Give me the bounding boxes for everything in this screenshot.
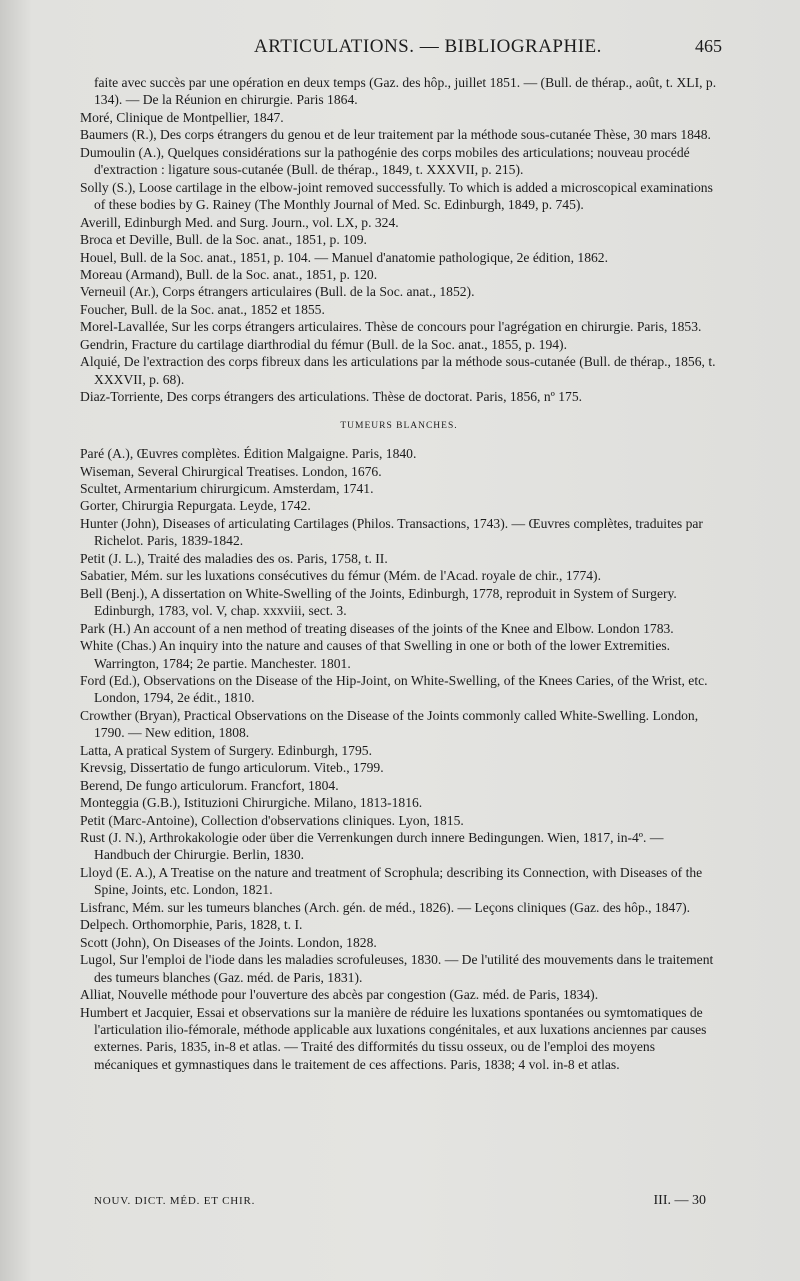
bibliography-entry: White (Chas.) An inquiry into the nature and causes of that Swelling in one or both of the lower Extremities. Warrington, 1784; 2e partie. Manchester. 1801. (80, 638, 671, 671)
bibliography-text (80, 74, 718, 1073)
running-header (78, 36, 720, 64)
bibliography-entry: Humbert et Jacquier, Essai et observations sur la manière de réduire les luxations spontanées ou symtomatiques de l'articulation ilio-fémorale, méthode applicable aux luxations congénitales, et aux luxations anciennes par causes externes. Paris, 1835, in-8 et atlas. — Traité des difformités du tissu osseux, ou de l'emploi des moyens mécaniques et gymnastiques dans le traitement de ces affections. Paris, 1838; 4 vol. in-8 et atlas. (80, 1004, 707, 1072)
bibliography-entry: Scultet, Armentarium chirurgicum. Amsterdam, 1741. (80, 480, 374, 496)
bibliography-entry: Broca et Deville, Bull. de la Soc. anat., 1851, p. 109. (80, 232, 367, 248)
bibliography-entry: Ford (Ed.), Observations on the Disease of the Hip-Joint, on White-Swelling, of the Knees Caries, of the Wrist, etc. London, 1794, 2e édit., 1810. (80, 672, 708, 706)
bibliography-entry: Moré, Clinique de Montpellier, 1847. (80, 109, 284, 125)
bibliography-entry: Baumers (R.), Des corps étrangers du genou et de leur traitement par la méthode sous-cutanée Thèse, 30 mars 1848. (80, 127, 711, 143)
bibliography-entry: Rust (J. N.), Arthrokakologie oder über die Verrenkungen durch innere Bedingungen. Wien, 1817, in-4º. — Handbuch der Chirurgie. Berlin, 1830. (80, 830, 664, 863)
bibliography-entry: Solly (S.), Loose cartilage in the elbow-joint removed successfully. To which is added a microscopical examinations of these bodies by G. Rainey (The Monthly Journal of Med. Sc. Edinburgh, 1849, p. 745). (80, 179, 713, 213)
bibliography-entry: Crowther (Bryan), Practical Observations on the Disease of the Joints commonly called White-Swelling. London, 1790. — New edition, 1808. (80, 707, 699, 741)
bibliography-entry: Lugol, Sur l'emploi de l'iode dans les maladies scrofuleuses, 1830. — De l'utilité des mouvements dans le traitement des tumeurs blanches (Gaz. méd. de Paris, 1831). (80, 952, 714, 985)
running-title: ARTICULATIONS. — BIBLIOGRAPHIE. (254, 36, 602, 57)
bibliography-entry: Park (H.) An account of a nen method of treating diseases of the joints of the Knee and Elbow. London 1783. (80, 620, 674, 636)
bibliography-entry: Monteggia (G.B.), Istituzioni Chirurgiche. Milano, 1813-1816. (80, 795, 423, 811)
bibliography-entry: Paré (A.), Œuvres complètes. Édition Malgaigne. Paris, 1840. (80, 446, 417, 462)
bibliography-entry: Gendrin, Fracture du cartilage diarthrodial du fémur (Bull. de la Soc. anat., 1855, p. 194). (80, 336, 567, 352)
footer-volume-sheet: III. — 30 (653, 1193, 706, 1208)
bibliography-entry: Bell (Benj.), A dissertation on White-Swelling of the Joints, Edinburgh, 1778, reproduit in System of Surgery. Edinburgh, 1783, vol. V, chap. xxxviii, sect. 3. (80, 585, 677, 619)
bibliography-entry: Petit (Marc-Antoine), Collection d'observations cliniques. Lyon, 1815. (80, 812, 464, 828)
bibliography-entry: Alliat, Nouvelle méthode pour l'ouverture des abcès par congestion (Gaz. méd. de Paris, 1834). (80, 987, 599, 1003)
bibliography-entry: Alquié, De l'extraction des corps fibreux dans les articulations par la méthode sous-cutanée (Bull. de thérap., 1856, t. XXXVII, p. 68). (80, 354, 716, 387)
bibliography-entry: Berend, De fungo articulorum. Francfort, 1804. (80, 777, 339, 793)
bibliography-entry: Foucher, Bull. de la Soc. anat., 1852 et 1855. (80, 301, 325, 317)
bibliography-entry: Scott (John), On Diseases of the Joints. London, 1828. (80, 934, 377, 950)
section-heading: TUMEURS BLANCHES. (340, 420, 458, 431)
bibliography-entry: Houel, Bull. de la Soc. anat., 1851, p. 104. — Manuel d'anatomie pathologique, 2e édition, 1862. (80, 249, 608, 265)
bibliography-entry: Latta, A pratical System of Surgery. Edinburgh, 1795. (80, 742, 372, 758)
bibliography-entry: Delpech. Orthomorphie, Paris, 1828, t. I. (80, 917, 303, 933)
footer-signature: NOUV. DICT. MÉD. ET CHIR. (94, 1195, 256, 1207)
bibliography-entry: Dumoulin (A.), Quelques considérations sur la pathogénie des corps mobiles des articulations; nouveau procédé d'extraction : ligature sous-cutanée (Bull. de thérap., 1849, t. XXXVII, p. 215). (80, 144, 690, 178)
bibliography-entry: Krevsig, Dissertatio de fungo articulorum. Viteb., 1799. (80, 760, 384, 776)
bibliography-entry: Moreau (Armand), Bull. de la Soc. anat., 1851, p. 120. (80, 266, 378, 282)
bibliography-entry: Morel-Lavallée, Sur les corps étrangers articulaires. Thèse de concours pour l'agrégation en chirurgie. Paris, 1853. (80, 319, 702, 335)
bibliography-entry: Diaz-Torriente, Des corps étrangers des articulations. Thèse de doctorat. Paris, 1856, nº 175. (80, 389, 583, 405)
bibliography-entry: Wiseman, Several Chirurgical Treatises. London, 1676. (80, 463, 382, 479)
page-number: 465 (695, 36, 722, 56)
bibliography-entry: faite avec succès par une opération en deux temps (Gaz. des hôp., juillet 1851. — (Bull. de thérap., août, t. XLI, p. 134). — De la Réunion en chirurgie. Paris 1864. (94, 75, 717, 108)
bibliography-entry: Sabatier, Mém. sur les luxations consécutives du fémur (Mém. de l'Acad. royale de chir., 1774). (80, 568, 601, 584)
bibliography-entry: Lloyd (E. A.), A Treatise on the nature and treatment of Scrophula; describing its Connection, with Diseases of the Spine, Joints, etc. London, 1821. (80, 864, 703, 898)
page-footer (94, 1195, 706, 1207)
bibliography-entry: Verneuil (Ar.), Corps étrangers articulaires (Bull. de la Soc. anat., 1852). (80, 284, 475, 300)
bibliography-entry: Averill, Edinburgh Med. and Surg. Journ., vol. LX, p. 324. (80, 214, 399, 230)
bibliography-entry: Hunter (John), Diseases of articulating Cartilages (Philos. Transactions, 1743). — Œuvres complètes, traduites par Richelot. Paris, 1839-1842. (80, 515, 703, 549)
bibliography-entry: Gorter, Chirurgia Repurgata. Leyde, 1742. (80, 498, 311, 514)
bibliography-entry: Lisfranc, Mém. sur les tumeurs blanches (Arch. gén. de méd., 1826). — Leçons cliniques (Gaz. des hôp., 1847). (80, 899, 691, 915)
bibliography-entry: Petit (J. L.), Traité des maladies des os. Paris, 1758, t. II. (80, 550, 388, 566)
